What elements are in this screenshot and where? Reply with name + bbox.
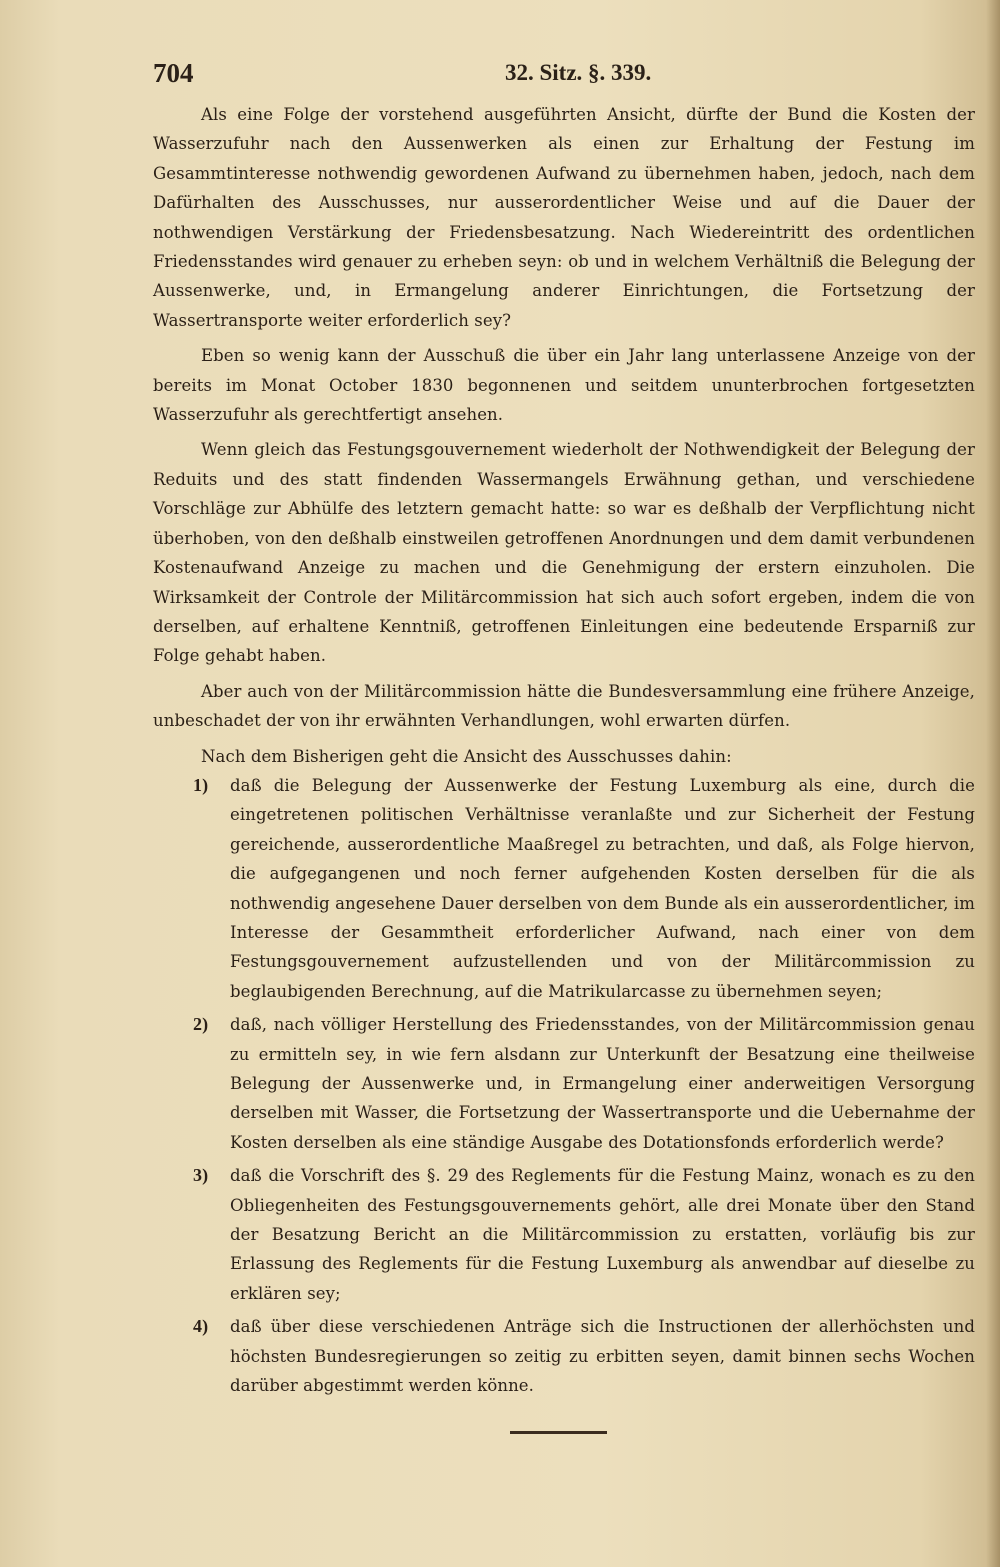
list-item-number: 3): [193, 1165, 209, 1186]
paragraph: Aber auch von der Militärcommission hätte die Bundesversammlung eine frühere Anzeige, unbeschadet der von ihr erwähnten Verhandlungen, wohl erwarten dürfen.: [153, 681, 975, 731]
page-edge-shadow: [986, 0, 1000, 1567]
section-end-rule: [510, 1431, 607, 1434]
list-item-text: daß die Vorschrift des §. 29 des Reglements für die Festung Mainz, wonach es zu den Obliegenheiten des Festungsgouvernements gehört, alle drei Monate über den Stand der Besatzung Bericht an die Militärcommission zu erstatten, vorläufig bis zur Erlassung des Reglements für die Festung Luxemburg als anwendbar auf dieselbe zu erklären sey;: [230, 1166, 975, 1303]
numbered-list: [153, 771, 975, 1401]
paragraph-list-intro: Nach dem Bisherigen geht die Ansicht des Ausschusses dahin:: [201, 746, 732, 766]
list-item-number: 1): [193, 774, 209, 795]
running-head: 32. Sitz. §. 339.: [505, 60, 652, 85]
list-item: [153, 1312, 975, 1400]
list-item-number: 2): [193, 1014, 209, 1035]
paragraph: Als eine Folge der vorstehend ausgeführten Ansicht, dürfte der Bund die Kosten der Wasserzufuhr nach den Aussenwerken als einen zur Erhaltung der Festung im Gesammtinteresse nothwendig gewordenen Aufwand zu übernehmen haben, jedoch, nach dem Dafürhalten des Ausschusses, nur ausserordentlicher Weise und auf die Dauer der nothwendigen Verstärkung der Friedensbesatzung. Nach Wiedereintritt des ordentlichen Friedensstandes wird genauer zu erheben seyn: ob und in welchem Verhältniß die Belegung der Aussenwerke, und, in Ermangelung anderer Einrichtungen, die Fortsetzung der Wassertransporte weiter erforderlich sey?: [153, 105, 975, 330]
body-text: [153, 100, 975, 1404]
list-item-number: 4): [193, 1316, 209, 1337]
list-item: [153, 1161, 975, 1308]
paragraph: Wenn gleich das Festungsgouvernement wiederholt der Nothwendigkeit der Belegung der Reduits und des statt findenden Wassermangels Erwähnung gethan, und verschiedene Vorschläge zur Abhülfe des letztern gemacht hatte: so war es deßhalb der Verpflichtung nicht überhoben, von den deßhalb einstweilen getroffenen Anordnungen und dem damit verbundenen Kostenaufwand Anzeige zu machen und die Genehmigung der erstern einzuholen. Die Wirksamkeit der Controle der Militärcommission hat sich auch sofort ergeben, indem die von derselben, auf erhaltene Kenntniß, getroffenen Einleitungen eine bedeutende Ersparniß zur Folge gehabt haben.: [153, 440, 975, 666]
list-item-text: daß die Belegung der Aussenwerke der Festung Luxemburg als eine, durch die eingetretenen politischen Verhältnisse veranlaßte und zur Sicherheit der Festung gereichende, ausserordentliche Maaßregel zu betrachten, und daß, als Folge hiervon, die aufgegangenen und noch ferner aufgehenden Kosten derselben für die als nothwendig angesehene Dauer derselben von dem Bunde als ein ausserordentlicher, im Interesse der Gesammtheit erforderlicher Aufwand, nach einer von dem Festungsgouvernement aufzustellenden und von der Militärcommission zu beglaubigenden Berechnung, auf die Matrikularcasse zu übernehmen seyen;: [230, 775, 975, 1001]
page-number: 704: [153, 58, 194, 88]
list-item-text: daß über diese verschiedenen Anträge sich die Instructionen der allerhöchsten und höchsten Bundesregierungen so zeitig zu erbitten seyen, damit binnen sechs Wochen darüber abgestimmt werden könne.: [230, 1317, 975, 1396]
list-item-text: daß, nach völliger Herstellung des Friedensstandes, von der Militärcommission genau zu ermitteln sey, in wie fern alsdann zur Unterkunft der Besatzung eine theilweise Belegung der Aussenwerke und, in Ermangelung einer anderweitigen Versorgung derselben mit Wasser, die Fortsetzung der Wassertransporte und die Uebernahme der Kosten derselben als eine ständige Ausgabe des Dotationsfonds erforderlich werde?: [230, 1015, 975, 1152]
paragraph: Eben so wenig kann der Ausschuß die über ein Jahr lang unterlassene Anzeige von der bereits im Monat October 1830 begonnenen und seitdem ununterbrochen fortgesetzten Wasserzufuhr als gerechtfertigt ansehen.: [153, 346, 975, 425]
list-item: [153, 1010, 975, 1157]
list-item: [153, 771, 975, 1006]
